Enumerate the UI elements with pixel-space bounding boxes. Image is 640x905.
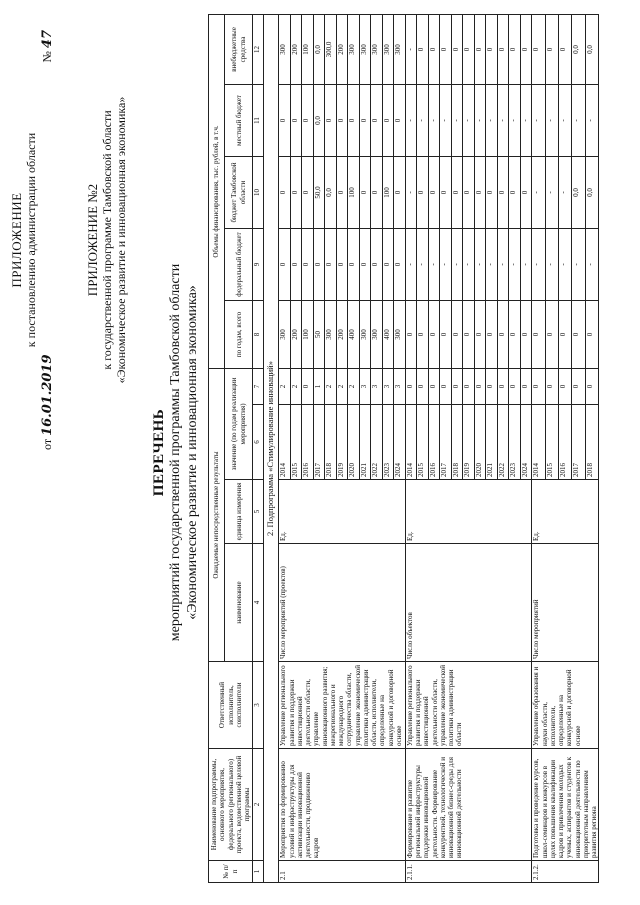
year-result-value: 3 (359, 368, 371, 404)
year-result-value: 0 (474, 368, 486, 404)
fin-federal: - (474, 228, 486, 300)
year-cell: 2015 (545, 405, 558, 480)
row-number: 2.1.1. (405, 861, 532, 883)
year-cell: 2019 (336, 405, 348, 480)
fin-offbudget: 200 (336, 14, 348, 84)
result-unit: Ед. (279, 480, 406, 544)
fin-federal: 0 (336, 228, 348, 300)
fin-local: 0 (359, 84, 371, 156)
table-body (279, 14, 599, 882)
appendix-1-title: ПРИЛОЖЕНИЕ (9, 192, 24, 288)
document-title (150, 0, 202, 905)
fin-regional: 0 (520, 156, 532, 228)
fin-total: 0 (545, 300, 558, 368)
fin-total: 0 (405, 300, 417, 368)
fin-offbudget: 200 (290, 14, 302, 84)
fin-total: 300 (325, 300, 337, 368)
table-row (532, 14, 545, 882)
year-result-value: 3 (371, 368, 383, 404)
row-number: 2.1 (279, 861, 406, 883)
fin-regional: 0,0 (572, 156, 585, 228)
fin-local: 0 (371, 84, 383, 156)
fin-federal: - (451, 228, 463, 300)
col-number: 3 (253, 662, 264, 749)
fin-offbudget: 0,0 (585, 14, 598, 84)
result-name: Число мероприятий (532, 544, 599, 662)
year-cell: 2014 (279, 405, 291, 480)
year-result-value: 0 (486, 368, 498, 404)
fin-federal: 0 (325, 228, 337, 300)
year-cell: 2017 (572, 405, 585, 480)
appendix-2-title: ПРИЛОЖЕНИЕ №2 (85, 183, 100, 297)
fin-federal: 0 (279, 228, 291, 300)
fin-local: - (474, 84, 486, 156)
fin-federal: - (545, 228, 558, 300)
fin-federal: 0 (371, 228, 383, 300)
year-cell: 2017 (440, 405, 452, 480)
fin-total: 400 (382, 300, 394, 368)
fin-local: - (585, 84, 598, 156)
appendix-1-line: к постановлению администрации области (23, 132, 38, 348)
fin-total: 300 (394, 300, 406, 368)
fin-regional: 0 (451, 156, 463, 228)
col-number: 5 (253, 480, 264, 544)
fin-regional: 0 (302, 156, 314, 228)
measure-name: Формирование и развитие региональной инфраструктуры поддержки инновационной деятельности. Формирование конкурентной, технологической и инновационной бизнес-среды для инновационной деятельности (405, 749, 532, 861)
fin-total: 0 (474, 300, 486, 368)
header-result-unit: единица измерения (225, 480, 253, 544)
year-cell: 2019 (463, 405, 475, 480)
fin-total: 300 (371, 300, 383, 368)
table-row (405, 14, 417, 882)
header-fin-local: местный бюджет (225, 84, 253, 156)
fin-total: 200 (336, 300, 348, 368)
fin-offbudget: 0 (486, 14, 498, 84)
fin-total: 400 (348, 300, 360, 368)
fin-federal: 0 (394, 228, 406, 300)
fin-federal: 0 (302, 228, 314, 300)
fin-federal: 0 (313, 228, 325, 300)
handwritten-date: 16.01.2019 (39, 354, 55, 436)
measure-executor: Управление регионального развития и поддержки инвестиционной деятельности области, управление инновационного развития; межрегионального и международного сотрудничества области, управление экономической политики администрации области, исполнители, определенные на конкурсной и договорной основе (279, 662, 406, 749)
fin-total: 0 (451, 300, 463, 368)
fin-offbudget: 0,0 (572, 14, 585, 84)
title-main: ПЕРЕЧЕНЬ (151, 408, 167, 497)
col-number: 8 (253, 300, 264, 368)
measure-executor: Управление образования и науки области, исполнители, определенные на конкурсной и договорной основе (532, 662, 599, 749)
year-cell: 2022 (371, 405, 383, 480)
fin-local: 0 (336, 84, 348, 156)
fin-total: 50 (313, 300, 325, 368)
fin-offbudget: 300 (371, 14, 383, 84)
fin-federal: - (428, 228, 440, 300)
col-number: 10 (253, 156, 264, 228)
fin-regional: - (405, 156, 417, 228)
fin-regional: 0,0 (585, 156, 598, 228)
fin-local: - (428, 84, 440, 156)
year-result-value: 2 (279, 368, 291, 404)
fin-local: - (451, 84, 463, 156)
result-name: Число мероприятий (проектов) (279, 544, 406, 662)
table-row (279, 14, 291, 882)
year-result-value: 0 (428, 368, 440, 404)
handwritten-number: 47 (39, 30, 55, 49)
fin-regional: 0 (336, 156, 348, 228)
fin-regional: - (559, 156, 572, 228)
measure-name: Подготовка и проведение курсов, школ-семинаров и конкурсов в целях повышения квалификации кадров и привлечения молодых ученых, аспирантов и студентов к инновационной деятельности по приоритетным направлениям развития региона (532, 749, 599, 861)
appendix-2-line-2: «Экономическое развитие и инновационная экономика» (113, 96, 128, 384)
header-results-group: Ожидаемые непосредственные результаты (209, 368, 225, 661)
fin-regional: 0 (497, 156, 509, 228)
fin-local: 0 (325, 84, 337, 156)
result-unit: Ед. (532, 480, 599, 544)
year-result-value: 0 (585, 368, 598, 404)
row-number: 2.1.2. (532, 861, 599, 883)
year-result-value: 0 (405, 368, 417, 404)
year-result-value: 0 (509, 368, 521, 404)
fin-total: 300 (279, 300, 291, 368)
header-result-value: значение (по годам реализации мероприятия) (225, 368, 253, 479)
fin-total: 0 (417, 300, 429, 368)
year-cell: 2014 (405, 405, 417, 480)
col-number: 11 (253, 84, 264, 156)
year-result-value: 2 (348, 368, 360, 404)
header-result-name: наименование (225, 544, 253, 662)
fin-offbudget: 0 (532, 14, 545, 84)
year-result-value: 0 (440, 368, 452, 404)
number-block (41, 30, 56, 63)
fin-offbudget: 0 (559, 14, 572, 84)
fin-regional: 50,0 (313, 156, 325, 228)
header-program-name: Наименование подпрограммы, основного мероприятия, федерального (регионального) проекта, ведомственной целевой программы (209, 749, 253, 861)
fin-local: 0 (290, 84, 302, 156)
year-cell: 2015 (290, 405, 302, 480)
result-unit: Ед. (405, 480, 532, 544)
year-result-value: 0 (451, 368, 463, 404)
fin-offbudget: 0 (474, 14, 486, 84)
fin-local: - (463, 84, 475, 156)
fin-total: 0 (486, 300, 498, 368)
fin-local: 0 (382, 84, 394, 156)
section-row (264, 14, 279, 882)
fin-regional: 0 (486, 156, 498, 228)
header-fin-offbudget: внебюджетные средства (225, 14, 253, 84)
fin-total: 0 (559, 300, 572, 368)
date-block (41, 354, 56, 450)
fin-local: 0 (394, 84, 406, 156)
header-num: № п/п (209, 861, 253, 883)
fin-federal: 0 (348, 228, 360, 300)
fin-regional: 0 (509, 156, 521, 228)
fin-federal: - (440, 228, 452, 300)
fin-regional: 0 (428, 156, 440, 228)
col-number: 12 (253, 14, 264, 84)
fin-local: - (509, 84, 521, 156)
fin-federal: - (585, 228, 598, 300)
year-cell: 2017 (313, 405, 325, 480)
year-cell: 2018 (585, 405, 598, 480)
fin-regional: 0 (440, 156, 452, 228)
year-cell: 2020 (348, 405, 360, 480)
fin-offbudget: 0 (428, 14, 440, 84)
header-fin-regional: бюджет Тамбовской области (225, 156, 253, 228)
title-line-1: мероприятий государственной программы Тамбовской области (168, 263, 183, 642)
fin-federal: - (572, 228, 585, 300)
fin-total: 0 (520, 300, 532, 368)
year-cell: 2014 (532, 405, 545, 480)
year-result-value: 2 (325, 368, 337, 404)
fin-local: - (559, 84, 572, 156)
fin-offbudget: 0 (451, 14, 463, 84)
fin-federal: - (532, 228, 545, 300)
year-result-value: 0 (545, 368, 558, 404)
fin-local: - (545, 84, 558, 156)
header-finance-group: Объемы финансирования, тыс. рублей, в т.ч. (209, 14, 225, 368)
fin-offbudget: 0 (417, 14, 429, 84)
fin-offbudget: 100 (302, 14, 314, 84)
header-fin-total: по годам, всего (225, 300, 253, 368)
date-prefix: от (39, 438, 54, 450)
fin-regional: 0 (359, 156, 371, 228)
fin-offbudget: 300 (394, 14, 406, 84)
fin-regional: 0 (394, 156, 406, 228)
fin-federal: - (520, 228, 532, 300)
fin-regional: 0 (474, 156, 486, 228)
fin-local: - (440, 84, 452, 156)
year-cell: 2016 (302, 405, 314, 480)
fin-regional: 0 (290, 156, 302, 228)
year-result-value: 0 (572, 368, 585, 404)
year-cell: 2018 (451, 405, 463, 480)
year-cell: 2016 (559, 405, 572, 480)
fin-regional: 0 (417, 156, 429, 228)
appendix-2-line-1: к государственной программе Тамбовской области (99, 110, 114, 370)
fin-total: 100 (302, 300, 314, 368)
year-result-value: 0 (520, 368, 532, 404)
header-fin-federal: федеральный бюджет (225, 228, 253, 300)
year-result-value: 3 (394, 368, 406, 404)
fin-regional: 0,0 (325, 156, 337, 228)
section-title: 2. Подпрограмма «Стимулирование инноваций» (264, 14, 279, 882)
year-result-value: 2 (290, 368, 302, 404)
appendix-2-header (86, 30, 129, 450)
year-cell: 2021 (486, 405, 498, 480)
fin-offbudget: 0 (463, 14, 475, 84)
year-cell: 2015 (417, 405, 429, 480)
fin-total: 0 (440, 300, 452, 368)
fin-total: 0 (572, 300, 585, 368)
year-cell: 2023 (509, 405, 521, 480)
fin-total: 0 (532, 300, 545, 368)
fin-total: 300 (359, 300, 371, 368)
fin-federal: - (463, 228, 475, 300)
fin-local: 0 (348, 84, 360, 156)
fin-federal: - (417, 228, 429, 300)
fin-total: 0 (463, 300, 475, 368)
col-number: 2 (253, 749, 264, 861)
fin-total: 0 (497, 300, 509, 368)
fin-regional: - (545, 156, 558, 228)
fin-offbudget: 0 (545, 14, 558, 84)
year-cell: 2024 (394, 405, 406, 480)
appendix-1-header (10, 30, 56, 450)
header-row-1 (209, 14, 225, 882)
fin-federal: - (486, 228, 498, 300)
year-result-value: 0 (417, 368, 429, 404)
fin-offbudget: 300 (359, 14, 371, 84)
year-result-value: 0 (532, 368, 545, 404)
fin-federal: - (559, 228, 572, 300)
fin-offbudget: 0 (509, 14, 521, 84)
col-number: 9 (253, 228, 264, 300)
fin-local: - (486, 84, 498, 156)
fin-local: 0 (302, 84, 314, 156)
fin-federal: - (497, 228, 509, 300)
col-number: 4 (253, 544, 264, 662)
col-number: 1 (253, 861, 264, 883)
fin-local: 0 (279, 84, 291, 156)
fin-federal: 0 (382, 228, 394, 300)
measure-name: Мероприятия по формированию условий и инфраструктуры для активизации инновационной деятельности, продвижению кадров (279, 749, 406, 861)
fin-offbudget: 300 (348, 14, 360, 84)
year-cell: 2016 (428, 405, 440, 480)
result-name: Число объектов (405, 544, 532, 662)
col-number: 6 (253, 405, 264, 480)
fin-offbudget: - (405, 14, 417, 84)
fin-federal: - (509, 228, 521, 300)
fin-regional: 0 (279, 156, 291, 228)
year-cell: 2022 (497, 405, 509, 480)
year-result-value: 2 (336, 368, 348, 404)
fin-offbudget: 0 (520, 14, 532, 84)
fin-offbudget: 300 (382, 14, 394, 84)
fin-offbudget: 0 (440, 14, 452, 84)
fin-regional: 0 (371, 156, 383, 228)
fin-local: - (497, 84, 509, 156)
fin-local: - (532, 84, 545, 156)
fin-offbudget: 300 (279, 14, 291, 84)
year-result-value: 1 (313, 368, 325, 404)
fin-local: - (572, 84, 585, 156)
fin-local: - (520, 84, 532, 156)
measures-table (208, 14, 599, 883)
year-result-value: 0 (302, 368, 314, 404)
fin-total: 200 (290, 300, 302, 368)
year-result-value: 0 (497, 368, 509, 404)
fin-total: 0 (509, 300, 521, 368)
fin-total: 0 (585, 300, 598, 368)
appendix-1-date-number (41, 30, 56, 450)
fin-offbudget: 300,0 (325, 14, 337, 84)
year-result-value: 0 (559, 368, 572, 404)
fin-local: - (417, 84, 429, 156)
fin-regional: 100 (348, 156, 360, 228)
fin-offbudget: 0 (497, 14, 509, 84)
col-number: 7 (253, 368, 264, 404)
title-line-2: «Экономическое развитие и инновационная экономика» (184, 285, 200, 620)
year-cell: 2021 (359, 405, 371, 480)
fin-federal: 0 (359, 228, 371, 300)
fin-local: - (405, 84, 417, 156)
year-cell: 2020 (474, 405, 486, 480)
year-result-value: 0 (463, 368, 475, 404)
fin-total: 0 (428, 300, 440, 368)
year-cell: 2018 (325, 405, 337, 480)
fin-federal: 0 (290, 228, 302, 300)
fin-regional: 100 (382, 156, 394, 228)
year-cell: 2024 (520, 405, 532, 480)
fin-local: 0,0 (313, 84, 325, 156)
header-executor: Ответственный исполнитель, соисполнители (209, 662, 253, 749)
column-number-row (253, 14, 264, 882)
year-result-value: 3 (382, 368, 394, 404)
fin-federal: - (405, 228, 417, 300)
measure-executor: Управление регионального развития и поддержки инвестиционной деятельности области, управление экономической политики администрации области (405, 662, 532, 749)
fin-regional: - (532, 156, 545, 228)
fin-offbudget: 0,0 (313, 14, 325, 84)
year-cell: 2023 (382, 405, 394, 480)
fin-regional: 0 (463, 156, 475, 228)
number-prefix: № (39, 51, 54, 63)
